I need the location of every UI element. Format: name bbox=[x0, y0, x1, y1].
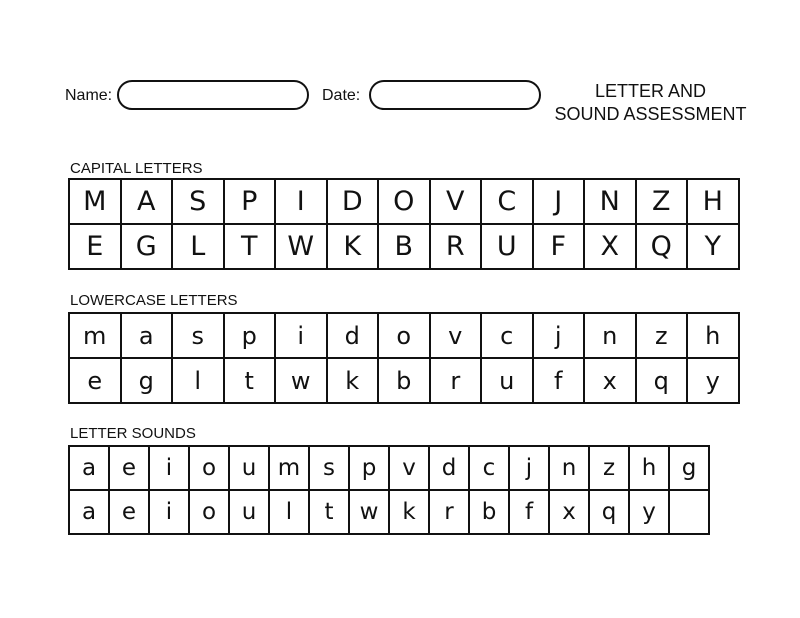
letter-cell: s bbox=[172, 313, 224, 358]
date-label: Date: bbox=[322, 87, 361, 104]
letter-cell: c bbox=[481, 313, 533, 358]
letter-cell: z bbox=[636, 313, 688, 358]
letter-cell: e bbox=[109, 490, 149, 534]
letter-row bbox=[69, 313, 739, 358]
letter-cell: A bbox=[121, 179, 173, 224]
letter-cell: a bbox=[69, 490, 109, 534]
letter-cell: G bbox=[121, 224, 173, 269]
letter-cell: a bbox=[121, 313, 173, 358]
date-field[interactable] bbox=[369, 80, 541, 110]
letter-cell: f bbox=[509, 490, 549, 534]
letter-sounds-grid bbox=[68, 445, 710, 535]
letter-cell: b bbox=[469, 490, 509, 534]
letter-cell: v bbox=[430, 313, 482, 358]
letter-cell: B bbox=[378, 224, 430, 269]
letter-row bbox=[69, 446, 709, 490]
letter-cell: j bbox=[533, 313, 585, 358]
letter-cell: m bbox=[69, 313, 121, 358]
letter-cell: p bbox=[224, 313, 276, 358]
letter-cell: u bbox=[229, 446, 269, 490]
letter-cell: I bbox=[275, 179, 327, 224]
page-title bbox=[548, 80, 753, 126]
letter-cell: S bbox=[172, 179, 224, 224]
lowercase-letters-body bbox=[69, 313, 739, 403]
letter-cell: v bbox=[389, 446, 429, 490]
letter-cell: h bbox=[687, 313, 739, 358]
letter-cell: o bbox=[378, 313, 430, 358]
letter-cell: d bbox=[327, 313, 379, 358]
letter-cell: g bbox=[121, 358, 173, 403]
letter-cell: r bbox=[429, 490, 469, 534]
letter-cell: D bbox=[327, 179, 379, 224]
letter-cell: p bbox=[349, 446, 389, 490]
letter-cell: u bbox=[229, 490, 269, 534]
letter-cell: P bbox=[224, 179, 276, 224]
capital-letters-grid bbox=[68, 178, 740, 270]
letter-cell: i bbox=[149, 446, 189, 490]
letter-cell: U bbox=[481, 224, 533, 269]
lowercase-letters-title: LOWERCASE LETTERS bbox=[70, 292, 238, 309]
letter-cell: Q bbox=[636, 224, 688, 269]
letter-cell bbox=[669, 490, 709, 534]
letter-cell: e bbox=[109, 446, 149, 490]
letter-cell: N bbox=[584, 179, 636, 224]
letter-cell: a bbox=[69, 446, 109, 490]
letter-cell: y bbox=[629, 490, 669, 534]
letter-cell: t bbox=[309, 490, 349, 534]
letter-cell: o bbox=[189, 490, 229, 534]
letter-cell: i bbox=[149, 490, 189, 534]
letter-cell: C bbox=[481, 179, 533, 224]
letter-cell: T bbox=[224, 224, 276, 269]
letter-cell: V bbox=[430, 179, 482, 224]
letter-cell: l bbox=[172, 358, 224, 403]
letter-cell: z bbox=[589, 446, 629, 490]
letter-cell: f bbox=[533, 358, 585, 403]
letter-cell: w bbox=[275, 358, 327, 403]
capital-letters-body bbox=[69, 179, 739, 269]
letter-cell: q bbox=[636, 358, 688, 403]
letter-cell: c bbox=[469, 446, 509, 490]
letter-cell: u bbox=[481, 358, 533, 403]
letter-cell: j bbox=[509, 446, 549, 490]
letter-cell: O bbox=[378, 179, 430, 224]
capital-letters-title: CAPITAL LETTERS bbox=[70, 160, 203, 177]
letter-cell: J bbox=[533, 179, 585, 224]
letter-cell: t bbox=[224, 358, 276, 403]
letter-cell: n bbox=[549, 446, 589, 490]
page-title-line-1: LETTER AND bbox=[594, 81, 707, 101]
letter-cell: L bbox=[172, 224, 224, 269]
letter-cell: X bbox=[584, 224, 636, 269]
name-label: Name: bbox=[65, 87, 113, 104]
letter-cell: h bbox=[629, 446, 669, 490]
letter-row bbox=[69, 490, 709, 534]
letter-cell: q bbox=[589, 490, 629, 534]
letter-cell: R bbox=[430, 224, 482, 269]
letter-cell: M bbox=[69, 179, 121, 224]
letter-cell: l bbox=[269, 490, 309, 534]
lowercase-letters-grid bbox=[68, 312, 740, 404]
letter-cell: g bbox=[669, 446, 709, 490]
letter-cell: k bbox=[327, 358, 379, 403]
letter-cell: b bbox=[378, 358, 430, 403]
letter-cell: Z bbox=[636, 179, 688, 224]
letter-cell: F bbox=[533, 224, 585, 269]
letter-cell: x bbox=[549, 490, 589, 534]
letter-row bbox=[69, 224, 739, 269]
letter-cell: w bbox=[349, 490, 389, 534]
letter-cell: K bbox=[327, 224, 379, 269]
letter-row bbox=[69, 179, 739, 224]
letter-cell: y bbox=[687, 358, 739, 403]
letter-cell: x bbox=[584, 358, 636, 403]
letter-cell: r bbox=[430, 358, 482, 403]
letter-cell: i bbox=[275, 313, 327, 358]
letter-cell: m bbox=[269, 446, 309, 490]
letter-sounds-body bbox=[69, 446, 709, 534]
letter-cell: d bbox=[429, 446, 469, 490]
letter-cell: s bbox=[309, 446, 349, 490]
letter-cell: E bbox=[69, 224, 121, 269]
letter-cell: n bbox=[584, 313, 636, 358]
letter-sounds-title: LETTER SOUNDS bbox=[70, 425, 196, 442]
letter-cell: o bbox=[189, 446, 229, 490]
letter-cell: Y bbox=[687, 224, 739, 269]
letter-cell: H bbox=[687, 179, 739, 224]
letter-row bbox=[69, 358, 739, 403]
letter-cell: e bbox=[69, 358, 121, 403]
page-title-line-2: SOUND ASSESSMENT bbox=[554, 104, 747, 124]
name-field[interactable] bbox=[117, 80, 309, 110]
letter-cell: W bbox=[275, 224, 327, 269]
letter-cell: k bbox=[389, 490, 429, 534]
